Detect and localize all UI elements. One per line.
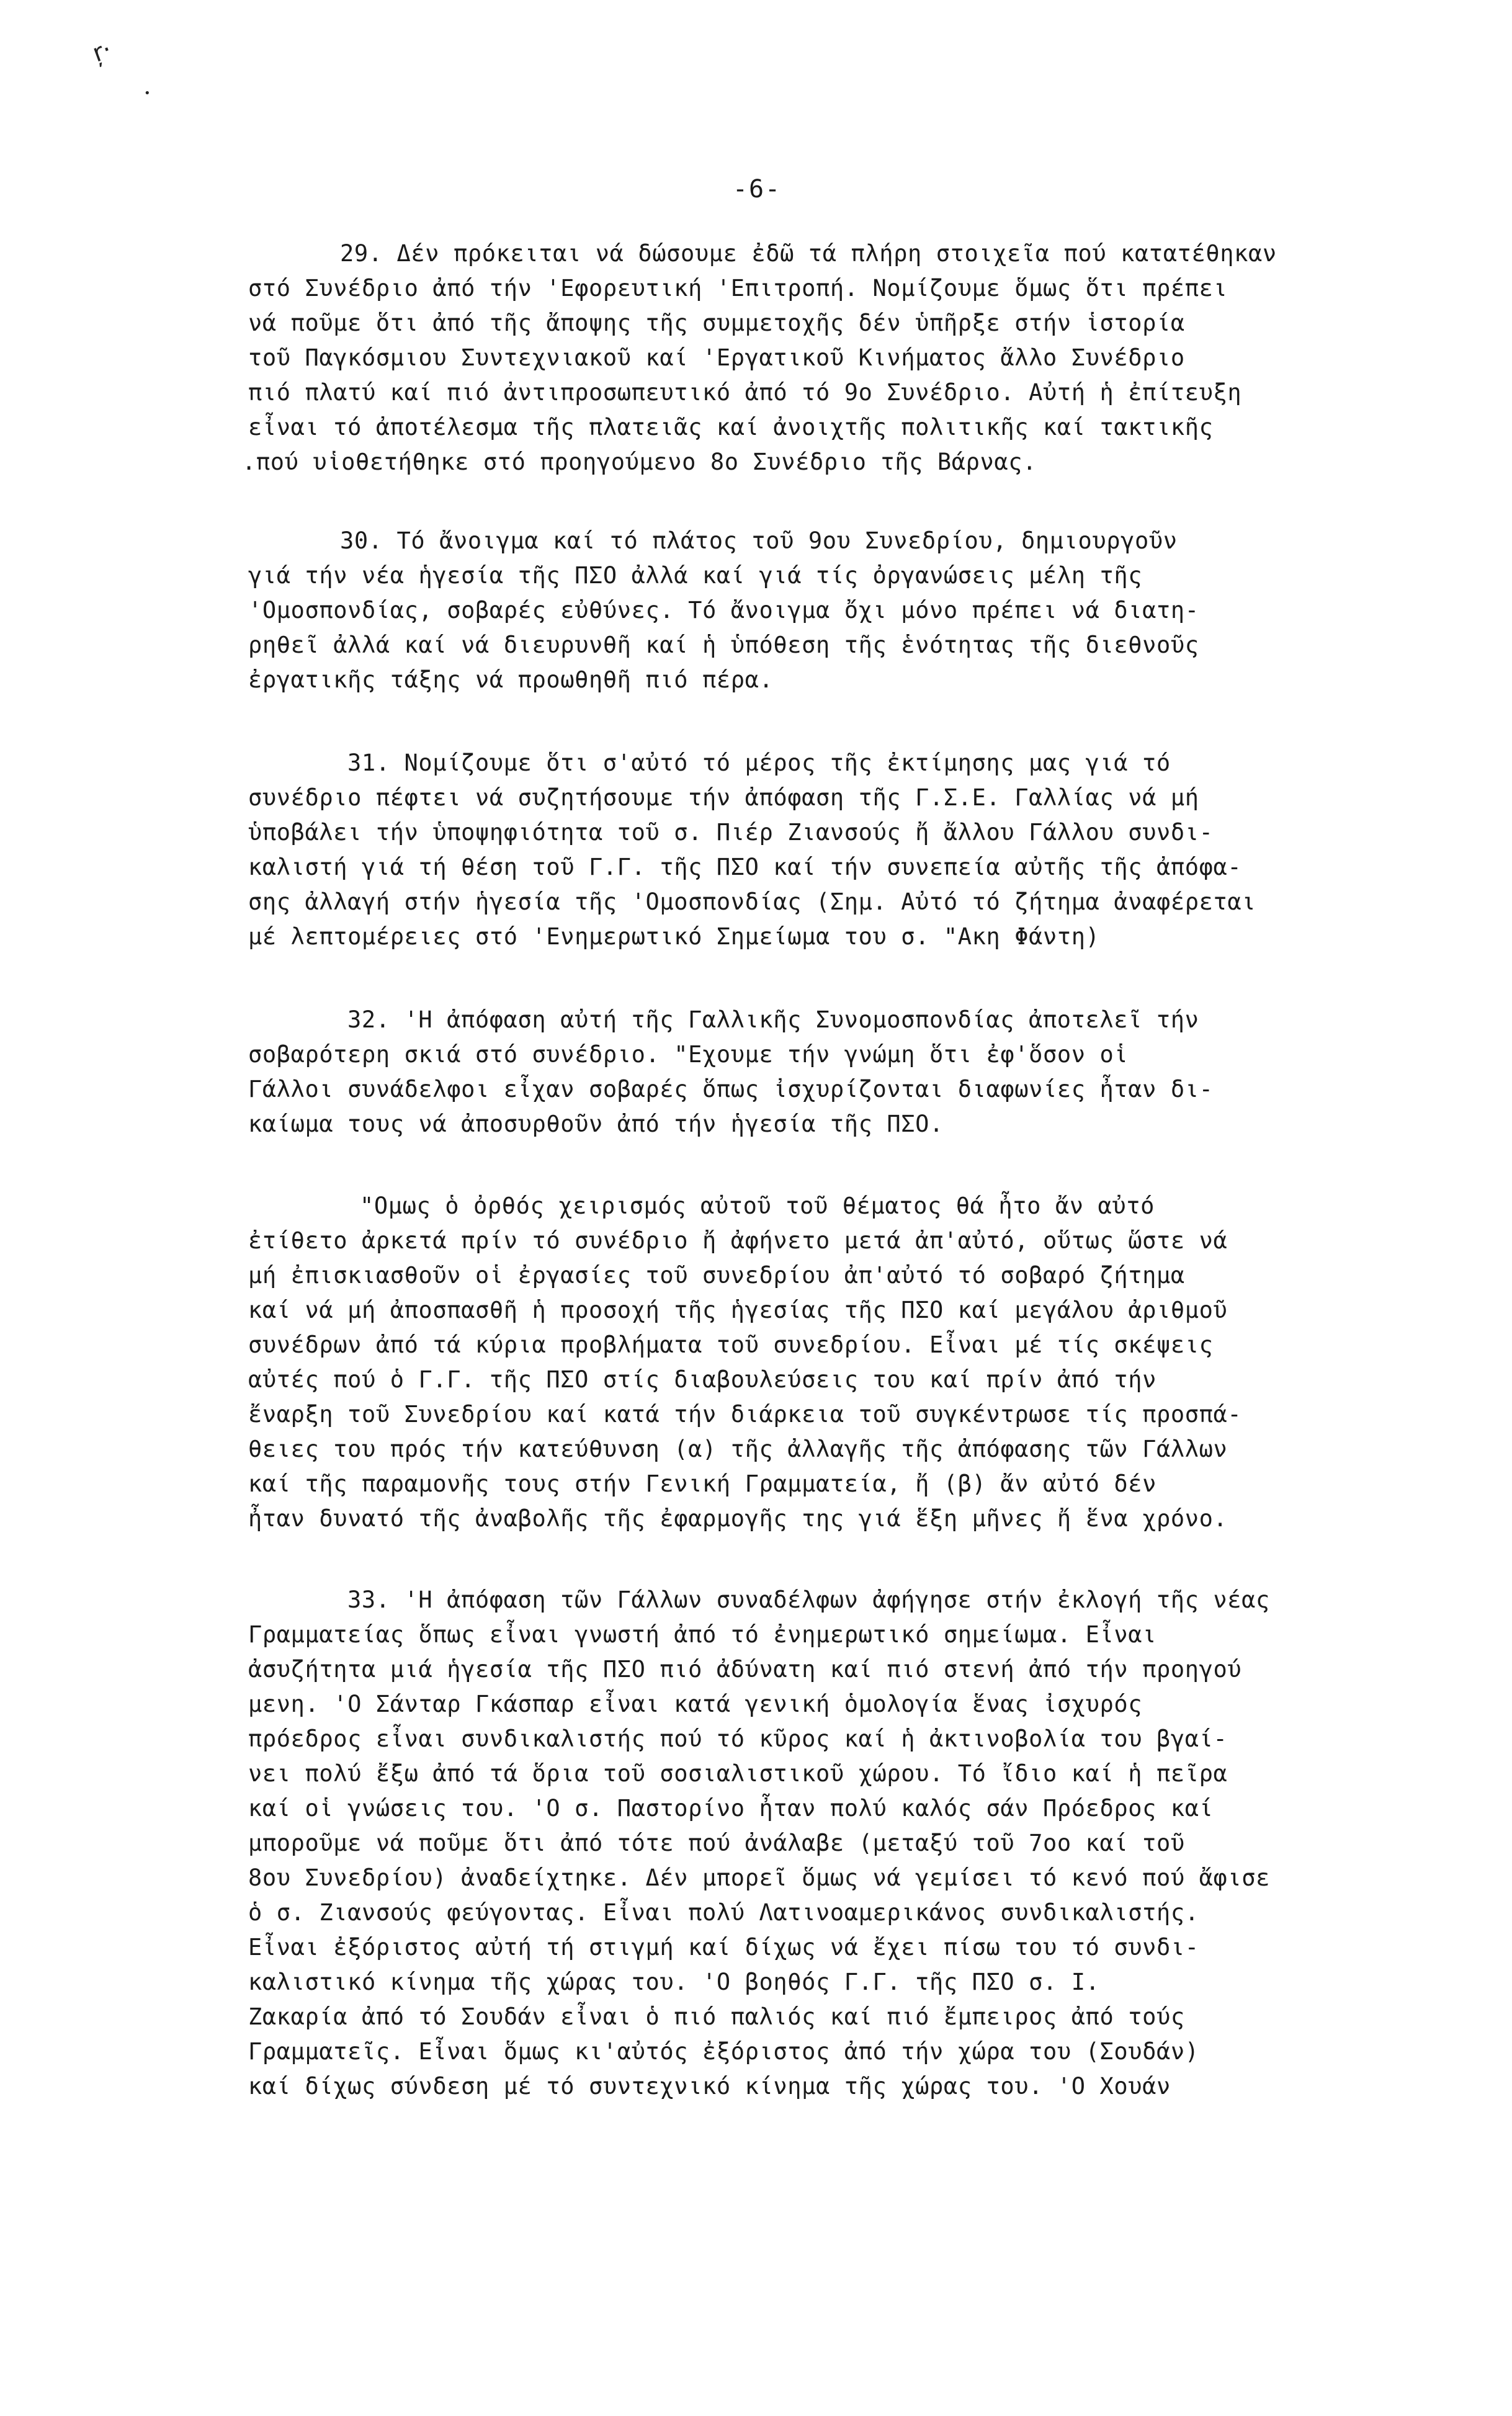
text-line: πιό πλατύ καί πιό ἀντιπροσωπευτικό ἀπό τό 9ο Συνέδριο. Αὐτή ἡ ἐπίτευξη xyxy=(248,379,1242,406)
text-line: συνέδρων ἀπό τά κύρια προβλήματα τοῦ συνεδρίου. Εἶναι μέ τίς σκέψεις xyxy=(248,1331,1214,1358)
text-line: νει πολύ ἔξω ἀπό τά ὅρια τοῦ σοσιαλιστικοῦ χώρου. Τό ἴδιο καί ἡ πεῖρα xyxy=(248,1760,1228,1787)
text-line: 'Ομοσπονδίας, σοβαρές εὐθύνες. Τό ἄνοιγμα ὄχι μόνο πρέπει νά διατη- xyxy=(248,597,1199,624)
page-number: -6- xyxy=(732,175,782,204)
text-line: στό Συνέδριο ἀπό τήν 'Εφορευτική 'Επιτροπή. Νομίζουμε ὅμως ὅτι πρέπει xyxy=(248,275,1228,302)
text-line: 29. Δέν πρόκειται νά δώσουμε ἐδῶ τά πλήρη στοιχεῖα πού κατατέθηκαν xyxy=(340,240,1277,267)
text-line: μή ἐπισκιασθοῦν οἱ ἐργασίες τοῦ συνεδρίου ἀπ'αὐτό τό σοβαρό ζήτημα xyxy=(248,1262,1185,1289)
text-line: .πού υἱοθετήθηκε στό προηγούμενο 8ο Συνέδριο τῆς Βάρνας. xyxy=(242,449,1037,475)
text-line: 31. Νομίζουμε ὅτι σ'αὐτό τό μέρος τῆς ἐκτίμησης μας γιά τό xyxy=(347,749,1171,776)
corner-mark: ŗ· xyxy=(89,35,116,68)
text-line: Εἶναι ἐξόριστος αὐτή τή στιγμή καί δίχως νά ἔχει πίσω του τό συνδι- xyxy=(248,1934,1199,1961)
text-line: συνέδριο πέφτει νά συζητήσουμε τήν ἀπόφαση τῆς Γ.Σ.Ε. Γαλλίας νά μή xyxy=(248,784,1199,811)
text-line: ὑποβάλει τήν ὑποψηφιότητα τοῦ σ. Πιέρ Ζιανσούς ἤ ἄλλου Γάλλου συνδι- xyxy=(248,819,1214,846)
text-line: ἦταν δυνατό τῆς ἀναβολῆς τῆς ἐφαρμογῆς της γιά ἕξη μῆνες ἤ ἕνα χρόνο. xyxy=(248,1505,1228,1532)
text-line: 8ου Συνεδρίου) ἀναδείχτηκε. Δέν μπορεῖ ὅμως νά γεμίσει τό κενό πού ἄφισε xyxy=(248,1864,1271,1891)
corner-dot: • xyxy=(144,87,151,100)
text-line: γιά τήν νέα ἡγεσία τῆς ΠΣΟ ἀλλά καί γιά τίς ὀργανώσεις μέλη τῆς xyxy=(248,562,1143,589)
text-line: νά ποῦμε ὅτι ἀπό τῆς ἄποψης τῆς συμμετοχῆς δέν ὑπῆρξε στήν ἱστορία xyxy=(248,310,1185,336)
text-line: μέ λεπτομέρειες στό 'Ενημερωτικό Σημείωμα του σ. "Ακη Φάντη) xyxy=(248,923,1100,950)
text-line: εἶναι τό ἀποτέλεσμα τῆς πλατειᾶς καί ἀνοιχτῆς πολιτικῆς καί τακτικῆς xyxy=(248,414,1214,441)
text-line: καί δίχως σύνδεση μέ τό συντεχνικό κίνημα τῆς χώρας του. 'Ο Χουάν xyxy=(248,2073,1171,2100)
text-line: ὁ σ. Ζιανσούς φεύγοντας. Εἶναι πολύ Λατινοαμερικάνος συνδικαλιστής. xyxy=(248,1899,1199,1926)
text-line: Γάλλοι συνάδελφοι εἶχαν σοβαρές ὅπως ἰσχυρίζονται διαφωνίες ἦταν δι- xyxy=(248,1076,1214,1103)
text-line: ἔναρξη τοῦ Συνεδρίου καί κατά τήν διάρκεια τοῦ συγκέντρωσε τίς προσπά- xyxy=(248,1401,1242,1428)
text-line: καλιστή γιά τή θέση τοῦ Γ.Γ. τῆς ΠΣΟ καί τήν συνεπεία αὐτῆς τῆς ἀπόφα- xyxy=(248,854,1242,880)
text-line: μποροῦμε νά ποῦμε ὅτι ἀπό τότε πού ἀνάλαβε (μεταξύ τοῦ 7οο καί τοῦ xyxy=(248,1830,1185,1856)
text-line: ἀσυζήτητα μιά ἡγεσία τῆς ΠΣΟ πιό ἀδύνατη καί πιό στενή ἀπό τήν προηγού xyxy=(248,1656,1242,1683)
text-line: θειες του πρός τήν κατεύθυνση (α) τῆς ἀλλαγῆς τῆς ἀπόφασης τῶν Γάλλων xyxy=(248,1436,1228,1462)
text-line: Γραμματείας ὅπως εἶναι γνωστή ἀπό τό ἐνημερωτικό σημείωμα. Εἶναι xyxy=(248,1621,1157,1648)
text-line: μενη. 'Ο Σάνταρ Γκάσπαρ εἶναι κατά γενική ὁμολογία ἕνας ἰσχυρός xyxy=(248,1691,1143,1717)
text-line: σοβαρότερη σκιά στό συνέδριο. "Εχουμε τήν γνώμη ὅτι ἐφ'ὅσον οἱ xyxy=(248,1041,1129,1068)
text-line: καί τῆς παραμονῆς τους στήν Γενική Γραμματεία, ἤ (β) ἄν αὐτό δέν xyxy=(248,1470,1157,1497)
text-line: αὐτές πού ὁ Γ.Γ. τῆς ΠΣΟ στίς διαβουλεύσεις του καί πρίν ἀπό τήν xyxy=(248,1366,1157,1393)
text-line: τοῦ Παγκόσμιου Συντεχνιακοῦ καί 'Εργατικοῦ Κινήματος ἄλλο Συνέδριο xyxy=(248,344,1185,371)
text-line: ἐργατικῆς τάξης νά προωθηθῆ πιό πέρα. xyxy=(248,666,774,693)
text-line: καίωμα τους νά ἀποσυρθοῦν ἀπό τήν ἡγεσία τῆς ΠΣΟ. xyxy=(248,1111,944,1137)
text-line: ἐτίθετο ἀρκετά πρίν τό συνέδριο ἤ ἀφήνετο μετά ἀπ'αὐτό, οὕτως ὥστε νά xyxy=(248,1227,1228,1254)
text-line: καί οἱ γνώσεις του. 'Ο σ. Παστορίνο ἦταν πολύ καλός σάν Πρόεδρος καί xyxy=(248,1795,1214,1822)
text-line: καλιστικό κίνημα τῆς χώρας του. 'Ο βοηθός Γ.Γ. τῆς ΠΣΟ σ. Ι. xyxy=(248,1969,1100,1995)
text-line: σης ἀλλαγή στήν ἡγεσία τῆς 'Ομοσπονδίας (Σημ. Αὐτό τό ζήτημα ἀναφέρεται xyxy=(248,888,1256,915)
text-line: 30. Τό ἄνοιγμα καί τό πλάτος τοῦ 9ου Συνεδρίου, δημιουργοῦν xyxy=(340,527,1178,554)
text-line: 33. 'Η ἀπόφαση τῶν Γάλλων συναδέλφων ἀφήγησε στήν ἐκλογή τῆς νέας xyxy=(347,1586,1270,1613)
text-line: ρηθεῖ ἀλλά καί νά διευρυνθῆ καί ἡ ὑπόθεση τῆς ἑνότητας τῆς διεθνοῦς xyxy=(248,632,1199,658)
text-line: "Ομως ὁ ὀρθός χειρισμός αὐτοῦ τοῦ θέματος θά ἦτο ἄν αὐτό xyxy=(360,1192,1155,1219)
text-line: 32. 'Η ἀπόφαση αὐτή τῆς Γαλλικῆς Συνομοσπονδίας ἀποτελεῖ τήν xyxy=(347,1006,1199,1033)
text-line: πρόεδρος εἶναι συνδικαλιστής πού τό κῦρος καί ἡ ἀκτινοβολία του βγαί- xyxy=(248,1725,1228,1752)
text-line: καί νά μή ἀποσπασθῆ ἡ προσοχή τῆς ἡγεσίας τῆς ΠΣΟ καί μεγάλου ἀριθμοῦ xyxy=(248,1297,1228,1323)
text-line: Ζακαρία ἀπό τό Σουδάν εἶναι ὁ πιό παλιός καί πιό ἔμπειρος ἀπό τούς xyxy=(248,2003,1185,2030)
text-line: Γραμματεῖς. Εἶναι ὅμως κι'αὐτός ἐξόριστος ἀπό τήν χώρα του (Σουδάν) xyxy=(248,2038,1199,2065)
